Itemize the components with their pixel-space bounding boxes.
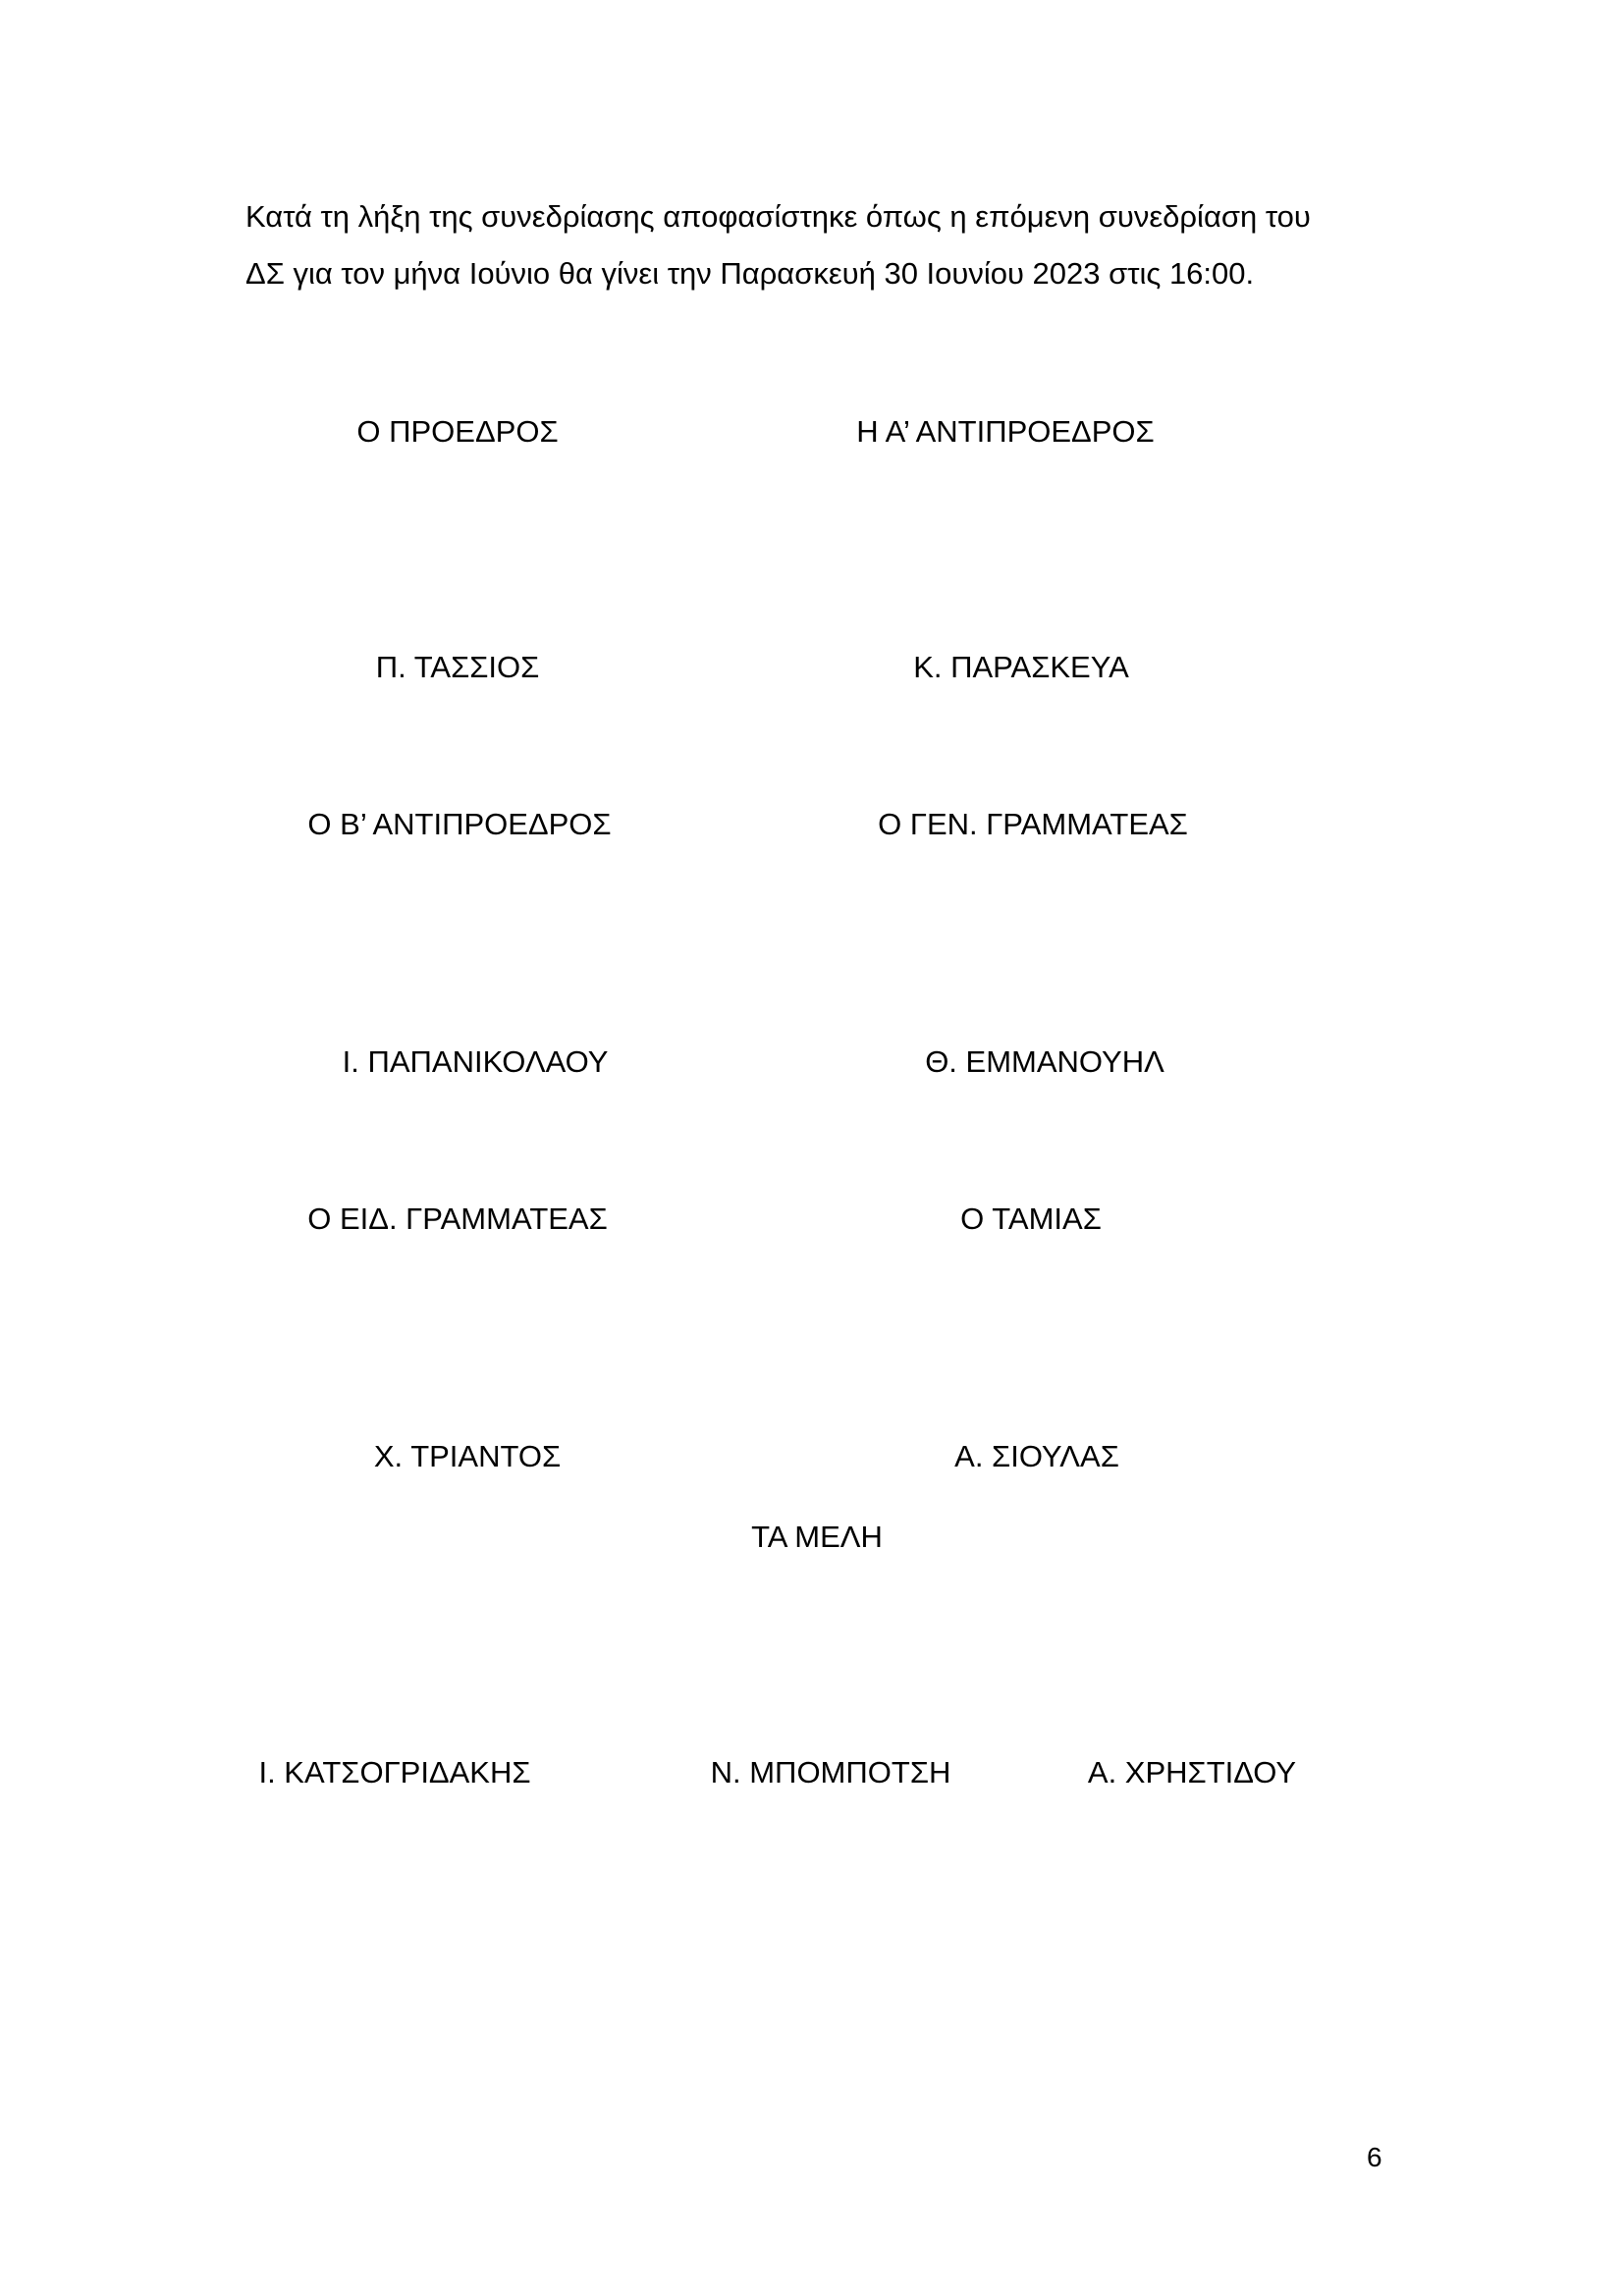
page-number: 6 <box>1367 2142 1382 2172</box>
second-vice-president-name: Ι. ΠΑΠΑΝΙΚΟΛΑΟΥ <box>342 1044 609 1079</box>
special-secretary-title: Ο ΕΙΔ. ΓΡΑΜΜΑΤΕΑΣ <box>307 1201 608 1236</box>
members-title: ΤΑ ΜΕΛΗ <box>751 1520 883 1554</box>
president-title: Ο ΠΡΟΕΔΡΟΣ <box>356 414 559 449</box>
member-name: Α. ΧΡΗΣΤΙΔΟΥ <box>1087 1755 1297 1789</box>
paragraph-line-2: ΔΣ για τον μήνα Ιούνιο θα γίνει την Παρασκευή 30 Ιουνίου 2023 στις 16:00. <box>245 256 1255 291</box>
president-name: Π. ΤΑΣΣΙΟΣ <box>375 650 540 684</box>
special-secretary-name: Χ. ΤΡΙΑΝΤΟΣ <box>373 1439 562 1473</box>
member-name: Ν. ΜΠΟΜΠΟΤΣΗ <box>710 1755 951 1789</box>
closing-paragraph <box>245 188 1394 302</box>
general-secretary-title: Ο ΓΕΝ. ΓΡΑΜΜΑΤΕΑΣ <box>878 807 1188 841</box>
treasurer-name: Α. ΣΙΟΥΛΑΣ <box>954 1439 1119 1473</box>
general-secretary-name: Θ. ΕΜΜΑΝΟΥΗΛ <box>925 1044 1164 1079</box>
second-vice-president-title: Ο Β’ ΑΝΤΙΠΡΟΕΔΡΟΣ <box>307 807 612 841</box>
paragraph-line-1: Κατά τη λήξη της συνεδρίασης αποφασίστηκε όπως η επόμενη συνεδρίαση του <box>245 199 1311 234</box>
first-vice-president-title: Η Α’ ΑΝΤΙΠΡΟΕΔΡΟΣ <box>856 414 1155 449</box>
treasurer-title: Ο ΤΑΜΙΑΣ <box>960 1201 1102 1236</box>
first-vice-president-name: Κ. ΠΑΡΑΣΚΕΥΑ <box>913 650 1129 684</box>
member-name: Ι. ΚΑΤΣΟΓΡΙΔΑΚΗΣ <box>258 1755 531 1789</box>
